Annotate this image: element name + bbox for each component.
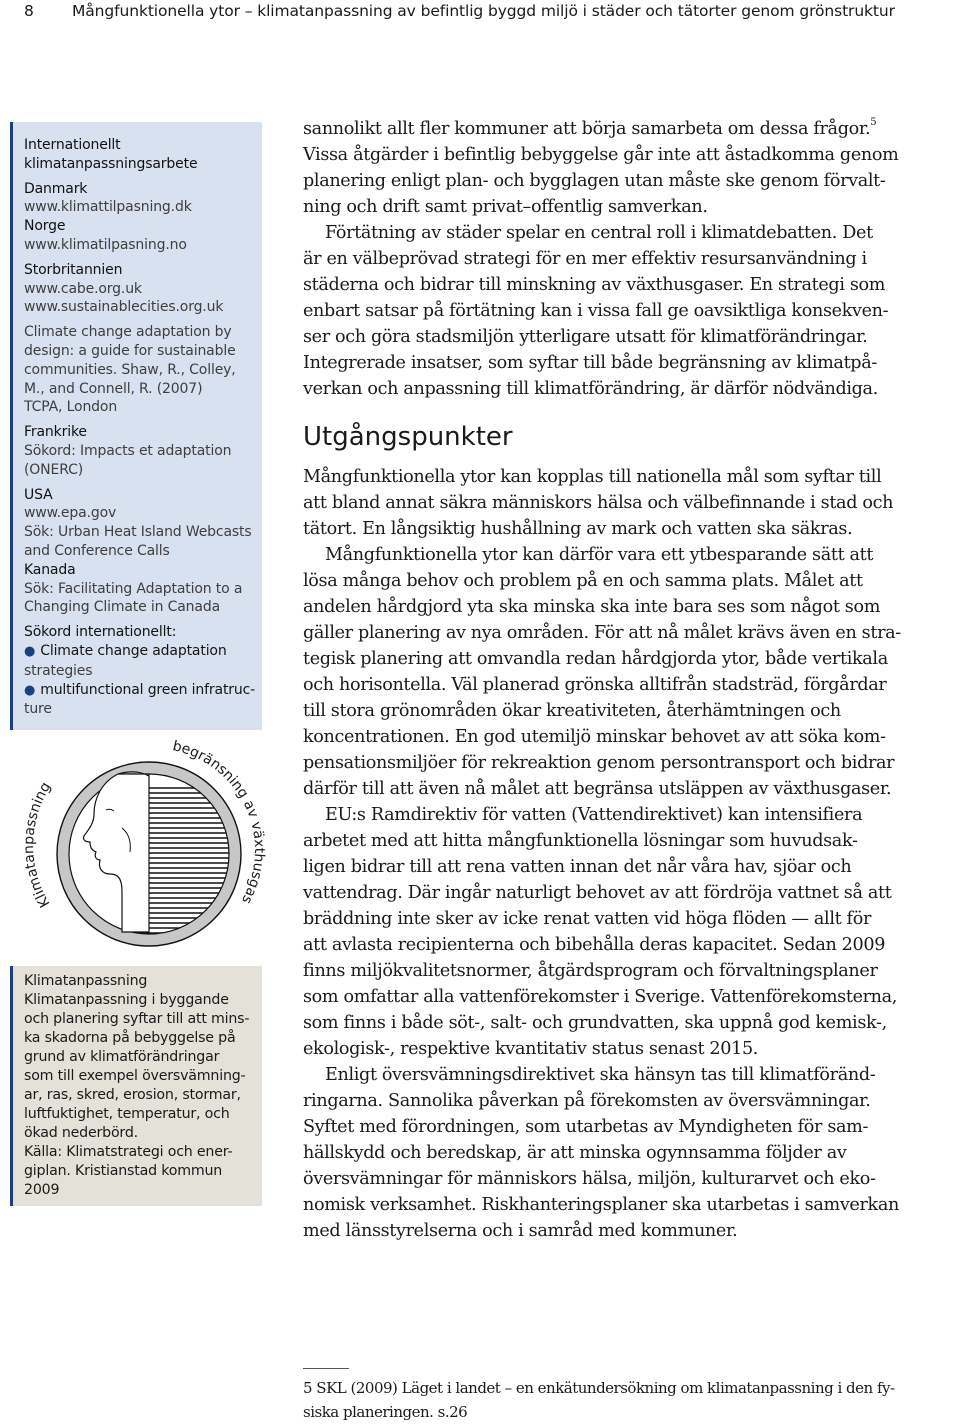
info-line: Sök: Facilitating Adaptation to a — [24, 580, 243, 597]
body-line: Mångfunktionella ytor kan kopplas till nationella mål som syftar till — [303, 467, 882, 487]
coin-svg — [10, 732, 272, 952]
info-line: Changing Climate in Canada — [24, 599, 220, 616]
page-number: 8 — [24, 2, 34, 20]
info-line: www.epa.gov — [24, 505, 117, 522]
section-heading: Utgångspunkter — [303, 422, 513, 452]
body-line: med länsstyrelserna och i samråd med kommuner. — [303, 1221, 738, 1241]
body-line: EU:s Ramdirektiv för vatten (Vattendirektivet) kan intensifiera — [325, 805, 863, 825]
definition-line: giplan. Kristianstad kommun — [24, 1163, 223, 1179]
body-line: arbetet med att hitta mångfunktionella lösningar som huvudsak- — [303, 831, 858, 851]
footnote-line: 5 SKL (2009) Läget i landet – en enkätundersökning om klimatanpassning i den fy- — [303, 1379, 895, 1397]
info-line: TCPA, London — [24, 399, 118, 416]
body-line: andelen hårdgjord yta ska minska ska inte bara ses som något som — [303, 597, 881, 617]
info-section — [24, 323, 256, 417]
info-line: Climate change adaptation by — [24, 324, 232, 341]
bullet-text: multifunctional green infratruc- — [40, 681, 256, 698]
main-text — [303, 116, 955, 1244]
info-section — [24, 136, 256, 174]
body-line: därför till att även nå målet att begränsa utsläppen av växthusgaser. — [303, 779, 892, 799]
info-line: Frankrike — [24, 424, 87, 441]
definition-line: och planering syftar till att mins- — [24, 1011, 250, 1027]
body-line: ringarna. Sannolika påverkan på förekomsten av översvämningar. — [303, 1091, 871, 1111]
body-line: som finns i både söt-, salt- och grundvatten, ska uppnå god kemisk-, — [303, 1013, 887, 1033]
body-line: att avlasta recipienterna och bibehålla deras kapacitet. Sedan 2009 — [303, 935, 886, 955]
definition-line: Klimatanpassning i byggande — [24, 992, 229, 1008]
info-line: www.klimattilpasning.dk — [24, 199, 192, 216]
body-line: enbart satsar på förtätning kan i vissa fall ge oavsiktliga konsekven- — [303, 301, 889, 321]
info-line: and Conference Calls — [24, 542, 170, 559]
info-line: Storbritannien — [24, 261, 123, 278]
body-line: som omfattar alla vattenförekomster i Sverige. Vattenförekomsterna, — [303, 987, 898, 1007]
definition-line: 2009 — [24, 1182, 60, 1198]
bullet-text: Climate change adaptation — [40, 642, 227, 659]
body-line: ning och drift samt privat–offentlig samverkan. — [303, 197, 708, 217]
footnote-line: siska planeringen. s.26 — [303, 1403, 468, 1421]
info-line: M., and Connell, R. (2007) — [24, 380, 203, 397]
definition-line: Klimatanpassning — [24, 973, 148, 989]
coin-label-left: Klimatanpassning — [21, 779, 55, 911]
info-line: www.klimatilpasning.no — [24, 236, 187, 253]
definition-line: ökad nederbörd. — [24, 1125, 138, 1141]
bullet-item — [24, 681, 256, 701]
coin-illustration — [10, 732, 272, 952]
body-line: tegisk planering att omvandla redan hårdgjorda ytor, både vertikala — [303, 649, 888, 669]
bullet-item — [24, 642, 256, 662]
info-line: ture — [24, 701, 52, 718]
body-line: ligen bidrar till att rena vatten innan det når våra hav, sjöar och — [303, 857, 852, 877]
info-section — [24, 261, 256, 317]
body-line: Integrerade insatser, som syftar till både begränsning av klimatpå- — [303, 353, 877, 373]
info-line: (ONERC) — [24, 461, 84, 478]
info-line: Internationellt — [24, 137, 121, 153]
bullet-dot-icon: ● — [24, 643, 36, 659]
coin-label-right: begränsning av växthusgas — [171, 738, 268, 907]
definition-line: som till exempel översvämning- — [24, 1068, 246, 1084]
info-section — [24, 623, 256, 719]
info-line: klimatanpassningsarbete — [24, 155, 198, 172]
body-line: Vissa åtgärder i befintlig bebyggelse går inte att åstadkomma genom — [303, 145, 899, 165]
body-line: ekologisk-, respektive kvantitativ status senast 2015. — [303, 1039, 759, 1059]
body-line: Syftet med förordningen, som utarbetas av Myndigheten för sam- — [303, 1117, 869, 1137]
info-line: Sök: Urban Heat Island Webcasts — [24, 524, 252, 541]
body-line: Enligt översvämningsdirektivet ska hänsyn tas till klimatföränd- — [325, 1065, 876, 1085]
info-line: Sökord: Impacts et adaptation — [24, 442, 232, 459]
info-line: Danmark — [24, 180, 88, 197]
footnote — [303, 1376, 955, 1424]
body-line: pensationsmiljöer för rekreaktion genom persontransport och bidrar — [303, 753, 895, 773]
definition-line: grund av klimatförändringar — [24, 1049, 220, 1065]
definition-box — [10, 966, 262, 1206]
body-line: Mångfunktionella ytor kan därför vara ett ytbesparande sätt att — [325, 545, 874, 565]
definition-line: Källa: Klimatstrategi och ener- — [24, 1144, 233, 1160]
info-line: strategies — [24, 662, 93, 679]
body-line: bräddning inte sker av icke renat vatten vid höga flöden — allt för — [303, 909, 872, 929]
info-line: USA — [24, 486, 53, 503]
footnote-ref: 5 — [870, 117, 877, 128]
international-links-box — [10, 122, 262, 730]
body-line: koncentrationen. En god utemiljö minskar behovet av att söka kom- — [303, 727, 886, 747]
running-title: Mångfunktionella ytor – klimatanpassning av befintlig byggd miljö i städer och tätorter genom grönstruktur — [72, 2, 895, 20]
body-line: tätort. En långsiktig hushållning av mark och vatten ska säkras. — [303, 519, 853, 539]
page-header — [0, 0, 960, 30]
info-line: Kanada — [24, 561, 76, 578]
body-line: nomisk verksamhet. Riskhanteringsplaner ska utarbetas i samverkan — [303, 1195, 899, 1215]
body-line: till stora grönområden ökar kreativiteten, återhämtningen och — [303, 701, 841, 721]
body-line: sannolikt allt fler kommuner att börja samarbeta om dessa frågor.$^5$ — [303, 117, 877, 139]
body-line: är en välbeprövad strategi för en mer effektiv resursanvändning i — [303, 249, 867, 269]
body-line: ser och göra stadsmiljön ytterligare utsatt för klimatförändringar. — [303, 327, 868, 347]
definition-line: luftfuktighet, temperatur, och — [24, 1106, 230, 1122]
body-line: vattendrag. Där ingår naturligt behovet av att fördröja vattnet så att — [303, 883, 892, 903]
definition-line: ka skadorna på bebyggelse på — [24, 1030, 236, 1046]
info-line: design: a guide for sustainable — [24, 342, 236, 359]
info-line: Sökord internationellt: — [24, 624, 177, 641]
info-line: www.cabe.org.uk — [24, 280, 142, 297]
body-line: hällskydd och beredskap, är att minska ogynnsamma följder av — [303, 1143, 847, 1163]
body-line: Förtätning av städer spelar en central roll i klimatdebatten. Det — [325, 223, 873, 243]
body-line: verkan och anpassning till klimatförändring, är därför nödvändiga. — [303, 379, 878, 399]
body-line: lösa många behov och problem på en och samma plats. Målet att — [303, 571, 863, 591]
bullet-dot-icon: ● — [24, 682, 36, 698]
body-line: översvämningar för människors hälsa, miljön, kulturarvet och eko- — [303, 1169, 876, 1189]
info-section — [24, 486, 256, 618]
definition-line: ar, ras, skred, erosion, stormar, — [24, 1087, 241, 1103]
body-line: städerna och bidrar till minskning av växthusgaser. En strategi som — [303, 275, 886, 295]
body-line: planering enligt plan- och bygglagen utan måste ske genom förvalt- — [303, 171, 886, 191]
info-line: Norge — [24, 218, 66, 235]
footnote-rule — [303, 1368, 349, 1369]
info-section — [24, 423, 256, 479]
info-section — [24, 180, 256, 255]
info-line: communities. Shaw, R., Colley, — [24, 361, 236, 378]
body-line: och horisontella. Väl planerad grönska alltifrån stadsträd, förgårdar — [303, 675, 887, 695]
info-line: www.sustainablecities.org.uk — [24, 299, 224, 316]
body-line: gäller planering av nya områden. För att nå målet krävs även en stra- — [303, 623, 901, 643]
body-line: att bland annat säkra människors hälsa och välbefinnande i stad och — [303, 493, 894, 513]
body-line: finns miljökvalitetsnormer, åtgärdsprogram och förvaltningsplaner — [303, 961, 878, 981]
